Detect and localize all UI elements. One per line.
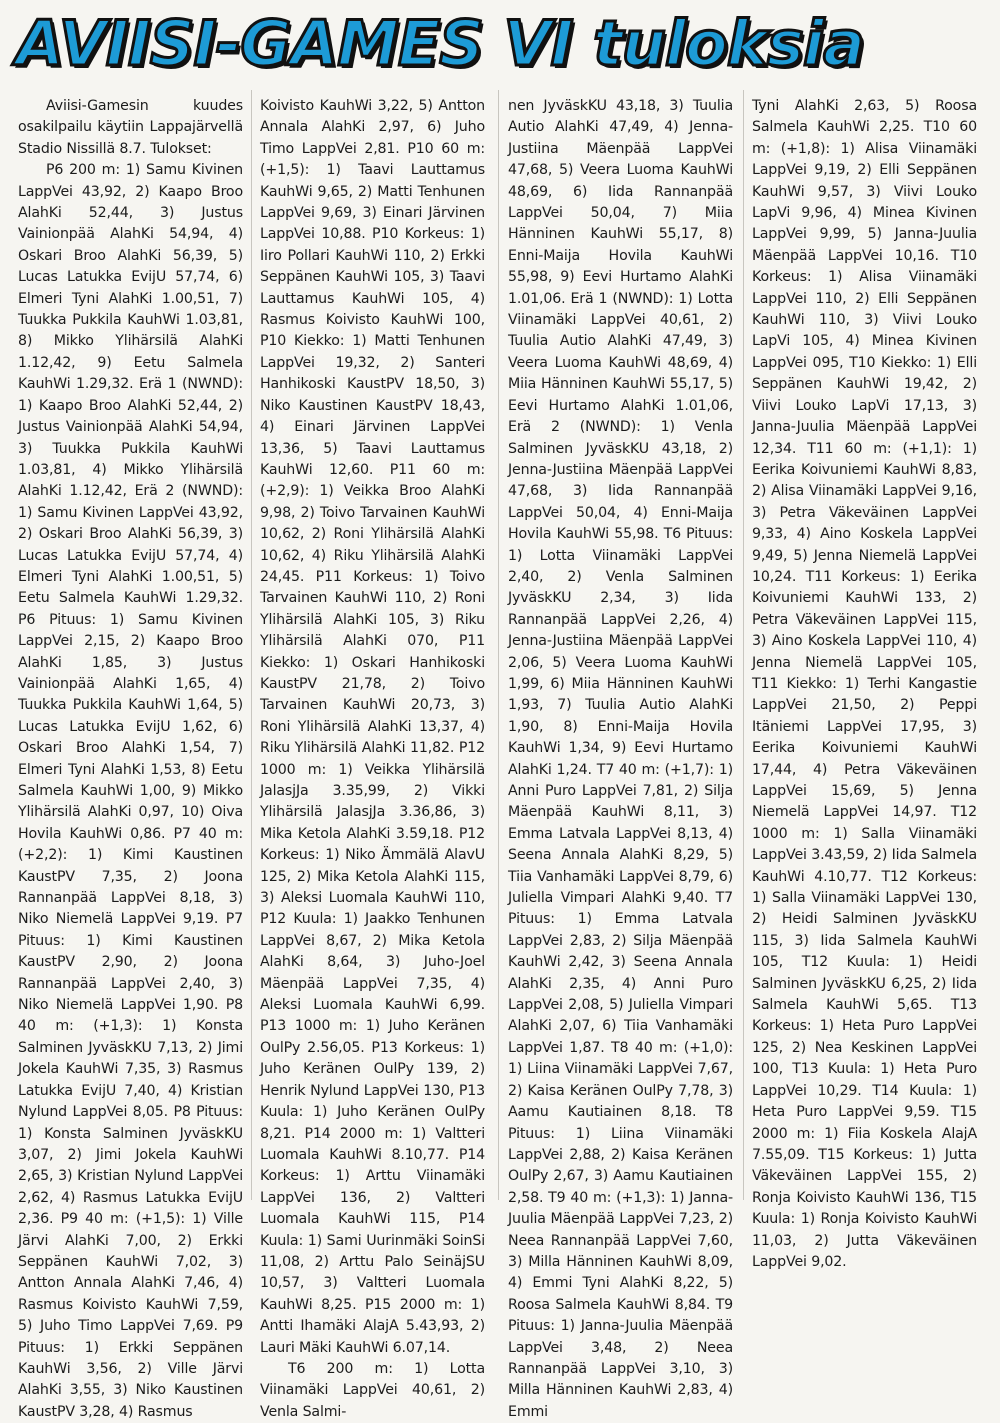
column-3 [508, 96, 733, 1420]
headline: AVIISI-GAMES VI tuloksia [16, 7, 864, 80]
article-body [0, 82, 1000, 1420]
column-2 [260, 96, 485, 1420]
column-4 [752, 96, 977, 1270]
results-text: Koivisto KauhWi 3,22, 5) Antton Annala AlahKi 2,97, 6) Juho Timo LappVei 2,81. P10 60 m: (+1,5): 1) Taavi Lauttamus KauhWi 9,65, 2) Matti Tenhunen LappVei 9,69, 3) Einari Järvinen LappVei 10,88. P10 Korkeus: 1) Iiro Pollari KauhWi 110, 2) Erkki Seppänen KauhWi 105, 3) Taavi Lauttamus KauhWi 105, 4) Rasmus Koivisto KauhWi 100, P10 Kiekko: 1) Matti Tenhunen LappVei 19,32, 2) Santeri Hanhikoski KaustPV 18,50, 3) Niko Kaustinen KaustPV 18,43, 4) Einari Järvinen LappVei 13,36, 5) Taavi Lauttamus KauhWi 12,60. P11 60 m: (+2,9): 1) Veikka Broo AlahKi 9,98, 2) Toivo Tarvainen KauhWi 10,62, 2) Roni Ylihärsilä AlahKi 10,62, 4) Riku Ylihärsilä AlahKi 24,45. P11 Korkeus: 1) Toivo Tarvainen KauhWi 110, 2) Roni Ylihärsilä AlahKi 105, 3) Riku Ylihärsilä AlahKi 070, P11 Kiekko: 1) Oskari Hanhikoski KaustPV 21,78, 2) Toivo Tarvainen KauhWi 20,73, 3) Roni Ylihärsilä AlahKi 13,37, 4) Riku Ylihärsilä AlahKi 11,82. P12 1000 m: 1) Veikka Ylihärsilä JalasjJa 3.35,99, 2) Vikki Ylihärsilä JalasjJa 3.36,86, 3) Mika Ketola AlahKi 3.59,18. P12 Korkeus: 1) Niko Ämmälä AlavU 125, 2) Mika Ketola AlahKi 115, 3) Aleksi Luomala KauhWi 110, P12 Kuula: 1) Jaakko Tenhunen LappVei 8,67, 2) Mika Ketola AlahKi 8,64, 3) Juho-Joel Mäenpää LappVei 7,35, 4) Aleksi Luomala KauhWi 6,99. P13 1000 m: 1) Juho Keränen OulPy 2.56,05. P13 Korkeus: 1) Juho Keränen OulPy 139, 2) Henrik Nylund LappVei 130, P13 Kuula: 1) Juho Keränen OulPy 8,21. P14 2000 m: 1) Valtteri Luomala KauhWi 8.10,77. P14 Korkeus: 1) Arttu Viinamäki LappVei 136, 2) Valtteri Luomala KauhWi 115, P14 Kuula: 1) Sami Uurinmäki SoinSi 11,08, 2) Arttu Palo SeinäjSU 10,57, 3) Valtteri Luomala KauhWi 8,25. P15 2000 m: 1) Antti Ihamäki AlajA 5.43,93, 2) Lauri Mäki KauhWi 6.07,14. [260, 98, 485, 1356]
results-text: nen JyväskKU 43,18, 3) Tuulia Autio AlahKi 47,49, 4) Jenna-Justiina Mäenpää LappVei 47,68, 5) Veera Luoma KauhWi 48,69, 6) Iida Rannanpää LappVei 50,04, 7) Miia Hänninen KauhWi 55,17, 8) Enni-Maija Hovila KauhWi 55,98, 9) Eevi Hurtamo AlahKi 1.01,06. Erä 1 (NWND): 1) Lotta Viinamäki LappVei 40,61, 2) Tuulia Autio AlahKi 47,49, 3) Veera Luoma KauhWi 48,69, 4) Miia Hänninen KauhWi 55,17, 5) Eevi Hurtamo AlahKi 1.01,06, Erä 2 (NWND): 1) Venla Salminen JyväskKU 43,18, 2) Jenna-Justiina Mäenpää LappVei 47,68, 3) Iida Rannanpää LappVei 50,04, 4) Enni-Maija Hovila KauhWi 55,98. T6 Pituus: 1) Lotta Viinamäki LappVei 2,40, 2) Venla Salminen JyväskKU 2,34, 3) Iida Rannanpää LappVei 2,26, 4) Jenna-Justiina Mäenpää LappVei 2,06, 5) Veera Luoma KauhWi 1,99, 6) Miia Hänninen KauhWi 1,93, 7) Tuulia Autio AlahKi 1,90, 8) Enni-Maija Hovila KauhWi 1,34, 9) Eevi Hurtamo AlahKi 1,24. T7 40 m: (+1,7): 1) Anni Puro LappVei 7,81, 2) Silja Mäenpää KauhWi 8,11, 3) Emma Latvala LappVei 8,13, 4) Seena Annala AlahKi 8,29, 5) Tiia Vanhamäki LappVei 8,79, 6) Juliella Vimpari AlahKi 9,40. T7 Pituus: 1) Emma Latvala LappVei 2,83, 2) Silja Mäenpää KauhWi 2,42, 3) Seena Annala AlahKi 2,35, 4) Anni Puro LappVei 2,08, 5) Juliella Vimpari AlahKi 2,07, 6) Tiia Vanhamäki LappVei 1,87. T8 40 m: (+1,0): 1) Liina Viinamäki LappVei 7,67, 2) Kaisa Keränen OulPy 7,78, 3) Aamu Kautiainen 8,18. T8 Pituus: 1) Liina Viinamäki LappVei 2,88, 2) Kaisa Keränen OulPy 2,67, 3) Aamu Kautiainen 2,58. T9 40 m: (+1,3): 1) Janna-Juulia Mäenpää LappVei 7,23, 2) Neea Rannanpää LappVei 7,60, 3) Milla Hänninen KauhWi 8,09, 4) Emmi Tyni AlahKi 8,22, 5) Roosa Salmela KauhWi 8,84. T9 Pituus: 1) Janna-Juulia Mäenpää LappVei 3,48, 2) Neea Rannanpää LappVei 3,10, 3) Milla Hänninen KauhWi 2,83, 4) Emmi [508, 98, 733, 1420]
column-divider [251, 90, 252, 1200]
column-divider [498, 90, 499, 1200]
column-divider [743, 90, 744, 1200]
column-1 [18, 96, 243, 1420]
results-text: Tyni AlahKi 2,63, 5) Roosa Salmela KauhWi 2,25. T10 60 m: (+1,8): 1) Alisa Viinamäki LappVei 9,19, 2) Elli Seppänen KauhWi 9,57, 3) Viivi Louko LapVi 9,96, 4) Minea Kivinen LappVei 9,99, 5) Janna-Juulia Mäenpää LappVei 10,16. T10 Korkeus: 1) Alisa Viinamäki LappVei 110, 2) Elli Seppänen KauhWi 110, 3) Viivi Louko LapVi 105, 4) Minea Kivinen LappVei 095, T10 Kiekko: 1) Elli Seppänen KauhWi 19,42, 2) Viivi Louko LapVi 17,13, 3) Janna-Juulia Mäenpää LappVei 12,34. T11 60 m: (+1,1): 1) Eerika Koivuniemi KauhWi 8,83, 2) Alisa Viinamäki LappVei 9,16, 3) Petra Väkeväinen LappVei 9,33, 4) Aino Koskela LappVei 9,49, 5) Jenna Niemelä LappVei 10,24. T11 Korkeus: 1) Eerika Koivuniemi KauhWi 133, 2) Petra Väkeväinen LappVei 115, 3) Aino Koskela LappVei 110, 4) Jenna Niemelä LappVei 105, T11 Kiekko: 1) Terhi Kangastie LappVei 21,50, 2) Peppi Itäniemi LappVei 17,95, 3) Eerika Koivuniemi KauhWi 17,44, 4) Petra Väkeväinen LappVei 15,69, 5) Jenna Niemelä LappVei 14,97. T12 1000 m: 1) Salla Viinamäki LappVei 3.43,59, 2) Iida Salmela KauhWi 4.10,77. T12 Korkeus: 1) Salla Viinamäki LappVei 130, 2) Heidi Salminen JyväskKU 115, 3) Iida Salmela KauhWi 105, T12 Kuula: 1) Heidi Salminen JyväskKU 6,25, 2) Iida Salmela KauhWi 5,65. T13 Korkeus: 1) Heta Puro LappVei 125, 2) Nea Keskinen LappVei 100, T13 Kuula: 1) Heta Puro LappVei 10,29. T14 Kuula: 1) Heta Puro LappVei 9,59. T15 2000 m: 1) Fiia Koskela AlajA 7.55,09. T15 Korkeus: 1) Jutta Väkeväinen LappVei 155, 2) Ronja Koivisto KauhWi 136, T15 Kuula: 1) Ronja Koivisto KauhWi 11,03, 2) Jutta Väkeväinen LappVei 9,02. [752, 98, 977, 1270]
intro-paragraph: Aviisi-Gamesin kuudes osakilpailu käytiin Lappajärvellä Stadio Nissillä 8.7. Tulokset: [18, 98, 243, 157]
results-text-t6: T6 200 m: 1) Lotta Viinamäki LappVei 40,61, 2) Venla Salmi- [260, 1360, 485, 1420]
results-text: P6 200 m: 1) Samu Kivinen LappVei 43,92, 2) Kaapo Broo AlahKi 52,44, 3) Justus Vainionpää AlahKi 54,94, 4) Oskari Broo AlahKi 56,39, 5) Lucas Latukka EvijU 57,74, 6) Elmeri Tyni AlahKi 1.00,51, 7) Tuukka Pukkila KauhWi 1.03,81, 8) Mikko Ylihärsilä AlahKi 1.12,42, 9) Eetu Salmela KauhWi 1.29,32. Erä 1 (NWND): 1) Kaapo Broo AlahKi 52,44, 2) Justus Vainionpää AlahKi 54,94, 3) Tuukka Pukkila KauhWi 1.03,81, 4) Mikko Ylihärsilä AlahKi 1.12,42, Erä 2 (NWND): 1) Samu Kivinen LappVei 43,92, 2) Oskari Broo AlahKi 56,39, 3) Lucas Latukka EvijU 57,74, 4) Elmeri Tyni AlahKi 1.00,51, 5) Eetu Salmela KauhWi 1.29,32. P6 Pituus: 1) Samu Kivinen LappVei 2,15, 2) Kaapo Broo AlahKi 1,85, 3) Justus Vainionpää AlahKi 1,65, 4) Tuukka Pukkila KauhWi 1,64, 5) Lucas Latukka EvijU 1,62, 6) Oskari Broo AlahKi 1,54, 7) Elmeri Tyni AlahKi 1,53, 8) Eetu Salmela KauhWi 1,00, 9) Mikko Ylihärsilä AlahKi 0,97, 10) Oiva Hovila KauhWi 0,86. P7 40 m: (+2,2): 1) Kimi Kaustinen KaustPV 7,35, 2) Joona Rannanpää LappVei 8,18, 3) Niko Niemelä LappVei 9,19. P7 Pituus: 1) Kimi Kaustinen KaustPV 2,90, 2) Joona Rannanpää LappVei 2,40, 3) Niko Niemelä LappVei 1,90. P8 40 m: (+1,3): 1) Konsta Salminen JyväskKU 7,13, 2) Jimi Jokela KauhWi 7,35, 3) Rasmus Latukka EvijU 7,40, 4) Kristian Nylund LappVei 8,05. P8 Pituus: 1) Konsta Salminen JyväskKU 3,07, 2) Jimi Jokela KauhWi 2,65, 3) Kristian Nylund LappVei 2,62, 4) Rasmus Latukka EvijU 2,36. P9 40 m: (+1,5): 1) Ville Järvi AlahKi 7,00, 2) Erkki Seppänen KauhWi 7,02, 3) Antton Annala AlahKi 7,46, 4) Rasmus Koivisto KauhWi 7,59, 5) Juho Timo LappVei 7,69. P9 Pituus: 1) Erkki Seppänen KauhWi 3,56, 2) Ville Järvi AlahKi 3,55, 3) Niko Kaustinen KaustPV 3,28, 4) Rasmus [18, 162, 243, 1420]
